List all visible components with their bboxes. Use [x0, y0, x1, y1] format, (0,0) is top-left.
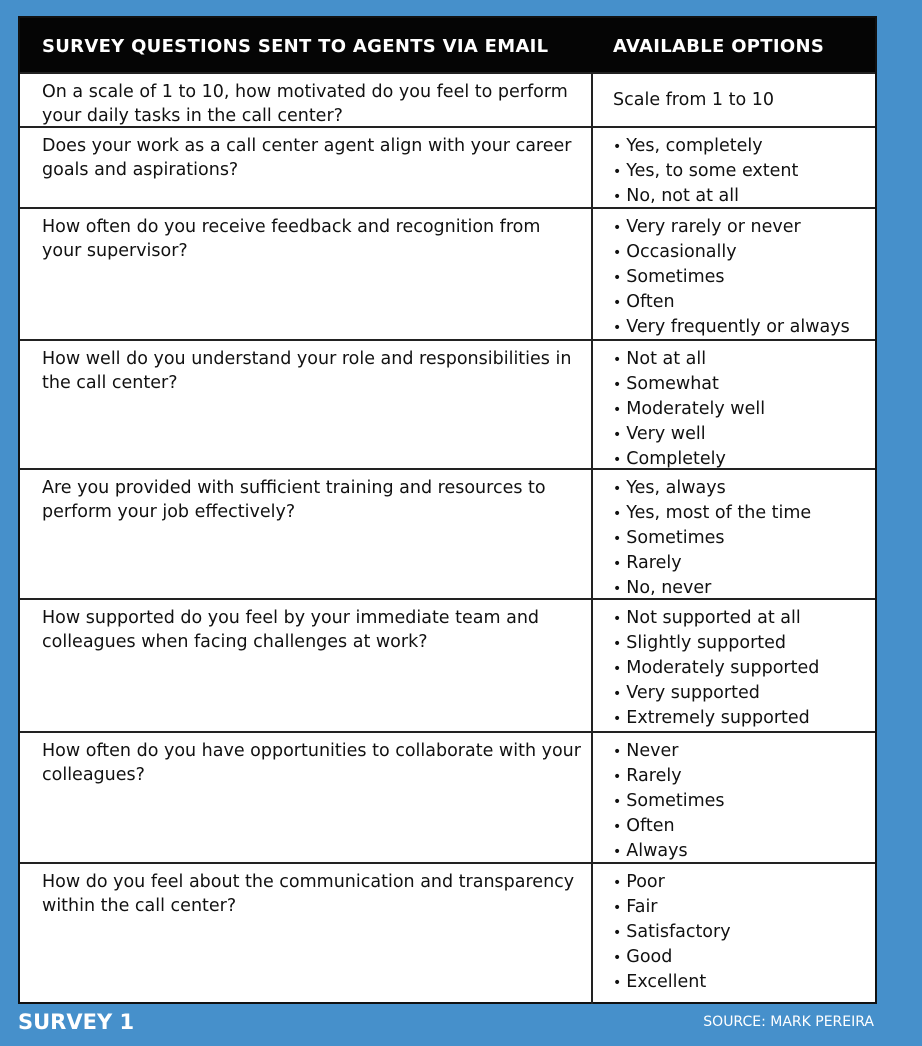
options-cell — [591, 733, 879, 862]
option-item: • Yes, to some extent — [613, 159, 879, 184]
header-questions: SURVEY QUESTIONS SENT TO AGENTS VIA EMAIL — [42, 36, 549, 57]
table-row — [20, 207, 875, 339]
question-text: How well do you understand your role and responsibilities in the call center? — [42, 349, 572, 393]
option-item: • Very rarely or never — [613, 215, 879, 240]
option-item: • Excellent — [613, 970, 879, 995]
table-row — [20, 862, 875, 1004]
source-credit: SOURCE: MARK PEREIRA — [703, 1014, 874, 1030]
options-cell — [591, 341, 879, 468]
table-row — [20, 126, 875, 207]
option-item: • No, never — [613, 576, 879, 601]
option-item: • Always — [613, 839, 879, 864]
option-item: • Extremely supported — [613, 706, 879, 731]
option-item: • Occasionally — [613, 240, 879, 265]
option-item: • Slightly supported — [613, 631, 879, 656]
options-cell — [591, 128, 879, 207]
option-item: • Very supported — [613, 681, 879, 706]
option-item: • Often — [613, 290, 879, 315]
survey-table — [18, 16, 877, 1004]
options-cell — [591, 470, 879, 598]
option-item: • Somewhat — [613, 372, 879, 397]
question-text: How often do you receive feedback and recognition from your supervisor? — [42, 217, 541, 261]
option-item: • Rarely — [613, 764, 879, 789]
table-row — [20, 72, 875, 126]
question-text: Does your work as a call center agent align with your career goals and aspirations? — [42, 136, 572, 180]
option-item: Scale from 1 to 10 — [613, 90, 775, 110]
option-item: • Good — [613, 945, 879, 970]
table-row — [20, 339, 875, 468]
option-item: • Poor — [613, 870, 879, 895]
options-cell — [591, 600, 879, 731]
option-item: • Not supported at all — [613, 606, 879, 631]
question-text: Are you provided with sufficient training and resources to perform your job effectively? — [42, 478, 546, 522]
table-row — [20, 468, 875, 598]
option-item: • Sometimes — [613, 526, 879, 551]
option-item: • Completely — [613, 447, 879, 472]
options-cell — [591, 74, 879, 126]
option-item: • Satisfactory — [613, 920, 879, 945]
option-item: • Often — [613, 814, 879, 839]
options-cell — [591, 209, 879, 339]
table-row — [20, 731, 875, 862]
option-item: • Rarely — [613, 551, 879, 576]
option-item: • No, not at all — [613, 184, 879, 209]
option-item: • Yes, completely — [613, 134, 879, 159]
question-text: How often do you have opportunities to collaborate with your colleagues? — [42, 741, 581, 785]
option-item: • Never — [613, 739, 879, 764]
option-item: • Sometimes — [613, 789, 879, 814]
option-item: • Sometimes — [613, 265, 879, 290]
question-text: How do you feel about the communication and transparency within the call center? — [42, 872, 575, 916]
option-item: • Moderately supported — [613, 656, 879, 681]
option-item: • Fair — [613, 895, 879, 920]
option-item: • Very frequently or always — [613, 315, 879, 340]
option-item: • Yes, always — [613, 476, 879, 501]
header-options: AVAILABLE OPTIONS — [613, 36, 825, 57]
table-row — [20, 598, 875, 731]
question-text: How supported do you feel by your immediate team and colleagues when facing challenges at work? — [42, 608, 540, 652]
option-item: • Moderately well — [613, 397, 879, 422]
option-item: • Yes, most of the time — [613, 501, 879, 526]
option-item: • Very well — [613, 422, 879, 447]
option-item: • Not at all — [613, 347, 879, 372]
survey-label: SURVEY 1 — [18, 1010, 135, 1034]
table-header — [20, 18, 875, 74]
question-text: On a scale of 1 to 10, how motivated do you feel to perform your daily tasks in the call center? — [42, 82, 568, 126]
options-cell — [591, 864, 879, 1004]
